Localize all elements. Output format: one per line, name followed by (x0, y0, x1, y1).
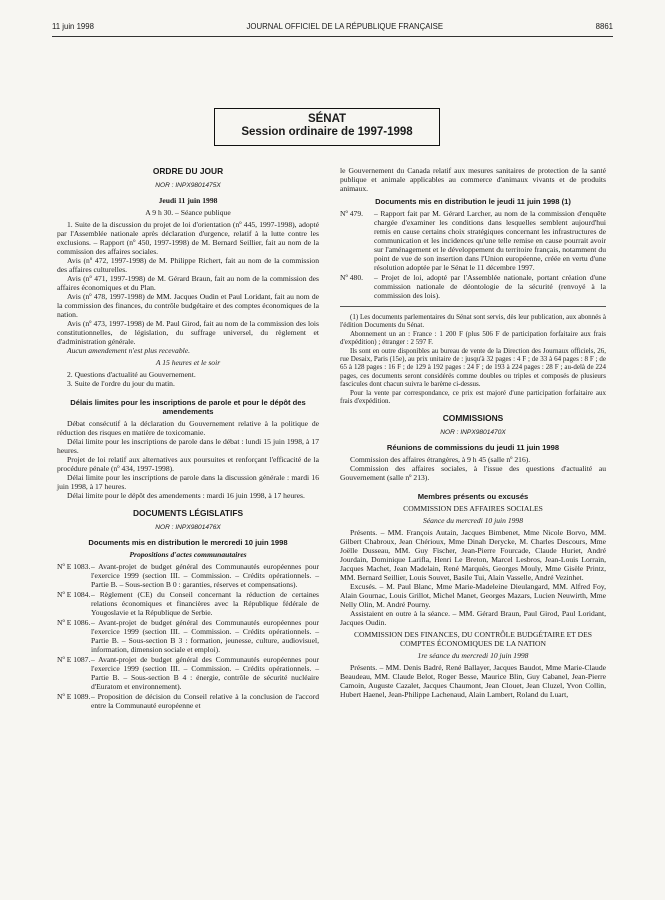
doc-entry-text: – Avant-projet de budget général des Communautés européennes pour l'exercice 1999 (section III. – Commission. – Crédits opérationnels. – Partie B. – Sous-section B 0 : garanties, réserves et compensations). (91, 562, 319, 589)
header-journal: JOURNAL OFFICIEL DE LA RÉPUBLIQUE FRANÇAISE (246, 22, 444, 31)
ordre-seance: A 9 h 30. – Séance publique (145, 208, 231, 217)
commission-name-2: COMMISSION DES FINANCES, DU CONTRÔLE BUDGÉTAIRE ET DES COMPTES ÉCONOMIQUES DE LA NATION (353, 630, 593, 649)
doc-entry (57, 692, 319, 710)
commission-name-1: COMMISSION DES AFFAIRES SOCIALES (403, 504, 543, 514)
header-date: 11 juin 1998 (52, 22, 94, 31)
right-column (340, 166, 606, 699)
doc-entry-num: Nº E 1089. (57, 692, 91, 701)
presents-1: Présents. – MM. François Autain, Jacques Bimbenet, Mme Nicole Borvo, MM. Gilbert Chabroux, Jean Chérioux, Mme Dinah Derycke, M. Charles Descours, Mme Joëlle Dusseau, MM. Guy Fischer, Jean-Pierre Fourcade, Claude Huriet, André Jourdain, Dominique Larifla, Henri Le Breton, Marcel Lesbros, Jean-Louis Lorrain, Jacques Machet, Jean Madelain, René Marquès, Georges Mouly, Mme Gisèle Printz, MM. Bernard Seillier, Louis Souvet, Basile Tui, Alain Vasselle, André Vezinhet. (340, 528, 606, 583)
session-box (214, 108, 440, 146)
header-rule (52, 36, 613, 37)
doc-entry-num: Nº E 1083. (57, 562, 91, 571)
header-page-number: 8861 (595, 22, 613, 31)
commissions-para-2: Commission des affaires sociales, à l'issue des questions d'actualité au Gouvernement (salle nº 213). (340, 464, 606, 483)
delais-para-3: Projet de loi relatif aux alternatives aux poursuites et renforçant l'efficacité de la procédure pénale (nº 434, 1997-1998). (57, 455, 319, 473)
doc-entry (340, 273, 606, 300)
commissions-nor: NOR : INPX9801470X (440, 429, 506, 437)
ordre-aucun: Aucun amendement n'est plus recevable. (67, 346, 191, 355)
membres-title: Membres présents ou excusés (417, 492, 529, 502)
delais-para-5: Délai limite pour le dépôt des amendements : mardi 16 juin 1998, à 17 heures. (67, 491, 305, 500)
footnote (340, 313, 606, 405)
commissions-para-1: Commission des affaires étrangères, à 9 h 45 (salle nº 216). (350, 455, 531, 465)
seance-2: 1re séance du mercredi 10 juin 1998 (417, 651, 529, 661)
docs-title: DOCUMENTS LÉGISLATIFS (132, 508, 244, 518)
doc-entry-num: Nº E 1086. (57, 618, 91, 627)
ordre-title: ORDRE DU JOUR (152, 166, 224, 176)
ordre-item-1: 1. Suite de la discussion du projet de loi d'orientation (nº 445, 1997-1998), adopté par l'Assemblée nationale après déclaration d'urgence, relatif à la lutte contre les exclusions. – Rapport (nº 450, 1997-1998) de M. Bernard Seillier, fait au nom de la commission des affaires sociales. (57, 220, 319, 256)
docs-nor: NOR : INPX9801476X (155, 524, 221, 531)
page-header (52, 22, 613, 31)
doc-entry-num: Nº E 1084. (57, 590, 91, 599)
footnote-para-4: Pour la vente par correspondance, ce prix est majoré d'une participation forfaitaire aux frais d'expédition. (340, 388, 606, 406)
continuation-text: le Gouvernement du Canada relatif aux mesures sanitaires de protection de la santé publique et animale applicables au commerce d'animaux vivants et de produits animaux. (340, 166, 606, 193)
ordre-avis-2: Avis (nº 471, 1997-1998) de M. Gérard Braun, fait au nom de la commission des affaires économiques et du Plan. (57, 274, 319, 292)
footnote-rule (340, 306, 606, 307)
docs-subtitle: Documents mis en distribution le mercredi 10 juin 1998 (88, 538, 288, 547)
doc-entry (57, 562, 319, 589)
ordre-item-2: 2. Questions d'actualité au Gouvernement. (67, 370, 196, 379)
doc-entry (57, 618, 319, 654)
ordre-avis-4: Avis (nº 473, 1997-1998) de M. Paul Girod, fait au nom de la commission des lois constitutionnelles, de législation, du suffrage universel, du règlement et d'administration générale. (57, 319, 319, 346)
reunions-title: Réunions de commissions du jeudi 11 juin 1998 (386, 443, 560, 453)
delais-para-2: Délai limite pour les inscriptions de parole dans le débat : lundi 15 juin 1998, à 17 heures. (57, 437, 319, 455)
delais-para-1: Débat consécutif à la déclaration du Gouvernement relative à la politique de réduction des risques en matière de toxicomanie. (57, 419, 319, 437)
session-title: SÉNAT (307, 113, 347, 125)
presents-2: Présents. – MM. Denis Badré, René Ballayer, Jacques Baudot, Mme Marie-Claude Beaudeau, MM. Claude Belot, Roger Besse, Maurice Blin, Guy Cabanel, Jean-Pierre Camoin, Auguste Cazalet, Jacques Chaumont, Jean Clouet, Jean Cluzel, Yvon Collin, Hubert Haenel, Jean-Philippe Lachenaud, Alain Lambert, Roland du Luart, (340, 663, 606, 700)
left-column (57, 166, 319, 711)
ordre-avis-3: Avis (nº 478, 1997-1998) de MM. Jacques Oudin et Paul Loridant, fait au nom de la commission des finances, du contrôle budgétaire et des comptes économiques de la nation. (57, 292, 319, 319)
footnote-para-2: Abonnement un an : France : 1 200 F (plus 506 F de participation forfaitaire aux frais d'expédition) ; étranger : 2 597 F. (340, 329, 606, 347)
doc-entry (57, 590, 319, 617)
footnote-para-3: Ils sont en outre disponibles au bureau de vente de la Direction des Journaux officiels, 26, rue Desaix, Paris (15e), au prix unitaire de : jusqu'à 32 pages : 4 F ; de 33 à 64 pages : 8 F ; de 65 à 128 pages : 16 F ; de 129 à 192 pages : 24 F ; de 193 à 224 pages : 28 F ; au-delà de 224 pages, ces documents seront considérés comme doubles ou triples et composés de plusieurs fascicules dont chacun suivra le barème ci-dessus. (340, 346, 606, 389)
delais-para-4: Délai limite pour les inscriptions de parole dans la discussion générale : mardi 16 juin 1998, à 17 heures. (57, 473, 319, 491)
ordre-soir: A 15 heures et le soir (155, 358, 221, 367)
doc-entry-text: – Rapport fait par M. Gérard Larcher, au nom de la commission d'enquête chargée d'examiner les conditions dans lesquelles semblent aujourd'hui remis en cause certains choix stratégiques concernant les infrastructures de communication et les incidences qu'une telle remise en cause pourrait avoir sur l'aménagement et le développement du territoire français, notamment du point de vue de son insertion dans l'Union européenne, créée en vertu d'une résolution adoptée par le Sénat le 11 décembre 1997. (374, 209, 606, 272)
doc-entry-text: – Proposition de décision du Conseil relative à la conclusion de l'accord entre la Communauté européenne et (91, 692, 319, 710)
commissions-title: COMMISSIONS (442, 413, 504, 424)
doc-entry-text: – Projet de loi, adopté par l'Assemblée nationale, portant création d'une commission nationale de déontologie de la sécurité (renvoyé à la commission des lois). (374, 273, 606, 300)
doc-entry (57, 655, 319, 691)
footnote-para-1: (1) Les documents parlementaires du Sénat sont servis, dès leur publication, aux abonnés à l'édition Documents du Sénat. (340, 313, 606, 330)
doc-entry (340, 209, 606, 272)
doc-entry-num: Nº E 1087. (57, 655, 91, 664)
assistaient-1: Assistaient en outre à la séance. – MM. Gérard Braun, Paul Girod, Paul Loridant, Jacques Oudin. (340, 609, 606, 628)
doc-entry-text: – Avant-projet de budget général des Communautés européennes pour l'exercice 1999 (section III. – Commission. – Crédits opérationnels. – Partie B. – Sous-section B 3 : formation, jeunesse, culture, audiovisuel, information, dimension sociale et emploi). (91, 618, 319, 654)
doc-entry-text: – Règlement (CE) du Conseil concernant la réduction de certaines relations économiques et financières avec la République fédérale de Yougoslavie et la République de Serbie. (91, 590, 319, 617)
ordre-item-3: 3. Suite de l'ordre du jour du matin. (67, 379, 175, 388)
seance-1: Séance du mercredi 10 juin 1998 (422, 516, 524, 526)
session-subtitle: Session ordinaire de 1997-1998 (241, 126, 413, 138)
doc-entry-num: Nº 480. (340, 273, 364, 282)
ordre-avis-1: Avis (nº 472, 1997-1998) de M. Philippe Richert, fait au nom de la commission des affaires culturelles. (57, 256, 319, 274)
docs2-subtitle: Documents mis en distribution le jeudi 11 juin 1998 (1) (375, 197, 571, 206)
ordre-nor: NOR : INPX9801475X (155, 182, 221, 189)
doc-entry-num: Nº 479. (340, 209, 364, 218)
doc-entry-text: – Avant-projet de budget général des Communautés européennes pour l'exercice 1999 (section III. – Commission. – Crédits opérationnels. – Partie B. – Sous-section B 4 : énergie, contrôle de sécurité nucléaire d'Euratom et environnement). (91, 655, 319, 691)
delais-title: Délais limites pour les inscriptions de parole et pour le dépôt des amendements (70, 398, 306, 416)
docs-props: Propositions d'actes communautaires (129, 550, 247, 559)
excuses-1: Excusés. – M. Paul Blanc, Mme Marie-Madeleine Dieulangard, MM. Alfred Foy, Alain Gournac, Louis Grillot, Michel Manet, Georges Mazars, Lucien Neuwirth, Mme Nelly Olin, M. André Pourny. (340, 582, 606, 610)
ordre-date: Jeudi 11 juin 1998 (158, 196, 218, 205)
